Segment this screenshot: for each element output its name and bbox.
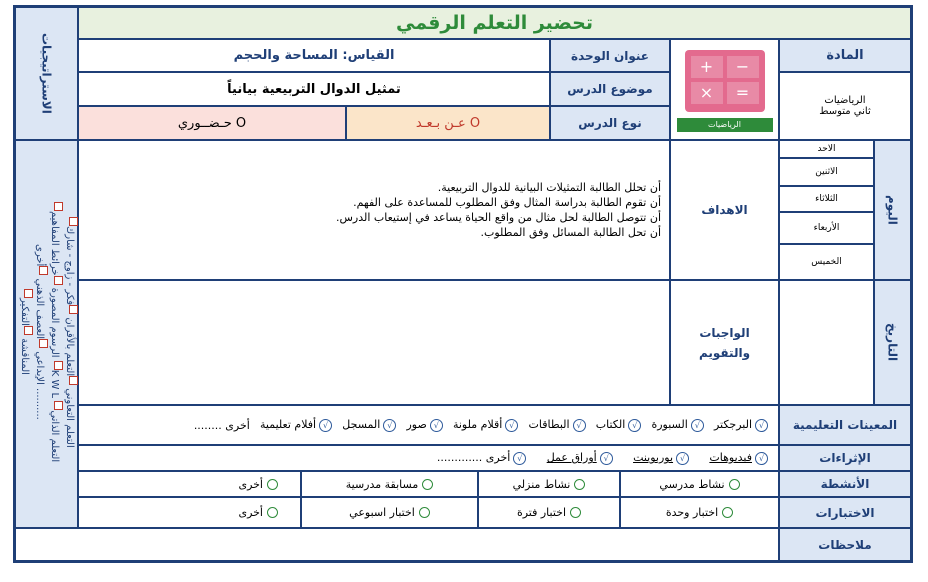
homework-label-line1: الواجبات bbox=[699, 325, 750, 340]
objective-item: أن تحل الطالبة المسائل وفق المطلوب. bbox=[480, 226, 661, 239]
objective-item: أن تقوم الطالبة بدراسة المثال وفق المطلوب للمساعدة على الفهم. bbox=[353, 196, 661, 209]
strategies-items bbox=[18, 147, 78, 517]
strategy-item: المناقشة bbox=[19, 338, 30, 375]
strategies-title: الاستراتيجيات bbox=[39, 33, 54, 114]
subject-value bbox=[779, 72, 911, 140]
activities-label: الأنشطة bbox=[779, 471, 911, 497]
checkbox-icon[interactable] bbox=[69, 217, 78, 226]
homework-content[interactable] bbox=[78, 280, 670, 405]
strategies-header bbox=[15, 7, 78, 140]
objectives-label: الاهداف bbox=[670, 140, 779, 280]
strategy-item: أخرى .......... bbox=[34, 244, 45, 420]
aid-option[interactable]: √السبورة bbox=[651, 418, 703, 432]
checkbox-icon[interactable] bbox=[39, 266, 48, 275]
strategy-item: التعلم التعاوني bbox=[64, 387, 75, 448]
activity-option[interactable]: نشاط منزلي bbox=[478, 471, 620, 497]
homework-label-line2: والتقويم bbox=[698, 345, 751, 360]
aid-option[interactable]: أخرى ........ bbox=[193, 418, 250, 432]
aid-option[interactable]: √أقلام ملونة bbox=[453, 418, 518, 432]
lesson-plan-sheet bbox=[13, 5, 913, 563]
strategies-list bbox=[15, 140, 78, 528]
activity-option[interactable]: نشاط مدرسي bbox=[620, 471, 779, 497]
day-label: اليوم bbox=[885, 195, 900, 225]
day-item[interactable]: الاثنين bbox=[779, 158, 874, 186]
enrichment-option[interactable]: √أخرى ............. bbox=[437, 451, 527, 465]
subject-name: الرياضيات bbox=[824, 95, 866, 106]
aid-option[interactable]: √الكتاب bbox=[596, 418, 642, 432]
aid-option[interactable]: √المسجل bbox=[342, 418, 396, 432]
test-option[interactable]: اختبار اسبوعي bbox=[301, 497, 478, 528]
test-option[interactable]: اختبار فترة bbox=[478, 497, 620, 528]
unit-value[interactable]: القياس: المساحة والحجم bbox=[78, 39, 550, 72]
enrichment-option[interactable]: √فيديوهات bbox=[709, 451, 768, 465]
aids-options bbox=[78, 405, 779, 445]
subject-icon-cell bbox=[670, 39, 779, 140]
date-label: التاريخ bbox=[885, 323, 900, 362]
subject-grade: ثاني متوسط bbox=[819, 106, 871, 117]
objectives-content[interactable] bbox=[78, 140, 670, 280]
aid-option[interactable]: √أفلام تعليمية bbox=[260, 418, 332, 432]
strategy-item: التعلم بالأقران bbox=[64, 316, 75, 376]
strategy-item: الإبداعي bbox=[34, 351, 45, 385]
checkbox-icon[interactable] bbox=[69, 305, 78, 314]
tests-label: الاختبارات bbox=[779, 497, 911, 528]
checkbox-icon[interactable] bbox=[54, 401, 63, 410]
day-item[interactable]: الأربعاء bbox=[779, 212, 874, 244]
lesson-value[interactable]: تمثيل الدوال التربيعية بيانياً bbox=[78, 72, 550, 106]
notes-label: ملاحظات bbox=[779, 528, 911, 561]
enrichments-label: الإثراءات bbox=[779, 445, 911, 471]
day-item[interactable]: الاحد bbox=[779, 140, 874, 158]
strategy-item: التفكير bbox=[19, 298, 30, 327]
objective-item: أن تحلل الطالبة التمثيلات البيانية للدوال التربيعية. bbox=[437, 181, 661, 194]
date-label-cell bbox=[874, 280, 911, 405]
aids-label: المعينات التعليمية bbox=[779, 405, 911, 445]
strategy-item: K W L bbox=[49, 369, 60, 399]
checkbox-icon[interactable] bbox=[54, 276, 63, 285]
aid-option[interactable]: √صور bbox=[406, 418, 442, 432]
checkbox-icon[interactable] bbox=[69, 376, 78, 385]
strategy-item: خرائط المفاهيم bbox=[49, 210, 60, 276]
homework-label bbox=[670, 280, 779, 405]
strategy-item: التعلم الذاتي bbox=[49, 410, 60, 463]
lesson-type-inperson[interactable]: حـضــوري O bbox=[78, 106, 346, 140]
strategy-item: العصف الذهني bbox=[34, 278, 45, 340]
math-icon-caption: الرياضيات bbox=[677, 118, 773, 132]
objectives-list bbox=[79, 180, 661, 240]
enrichment-option[interactable]: √بوربوينت bbox=[633, 451, 689, 465]
day-label-cell bbox=[874, 140, 911, 280]
day-item[interactable]: الثلاثاء bbox=[779, 186, 874, 212]
notes-field[interactable] bbox=[15, 528, 779, 561]
checkbox-icon[interactable] bbox=[39, 339, 48, 348]
title-bar bbox=[78, 7, 911, 39]
enrichments-options bbox=[78, 445, 779, 471]
math-icon: + − × = الرياضيات bbox=[677, 46, 773, 134]
checkbox-icon[interactable] bbox=[24, 326, 33, 335]
enrichment-option[interactable]: √أوراق عمل bbox=[547, 451, 613, 465]
lesson-type-label: نوع الدرس bbox=[550, 106, 670, 140]
lesson-type-remote[interactable]: عـن بـعـد O bbox=[346, 106, 550, 140]
checkbox-icon[interactable] bbox=[24, 289, 33, 298]
lesson-label: موضوع الدرس bbox=[550, 72, 670, 106]
unit-label: عنوان الوحدة bbox=[550, 39, 670, 72]
activity-option[interactable]: مسابقة مدرسية bbox=[301, 471, 478, 497]
page-title: تحضير التعلم الرقمي bbox=[395, 12, 593, 34]
activity-option[interactable]: أخرى bbox=[78, 471, 301, 497]
checkbox-icon[interactable] bbox=[54, 202, 63, 211]
test-option[interactable]: اختبار وحدة bbox=[620, 497, 779, 528]
strategy-item: الرسوم المصورة bbox=[49, 287, 60, 358]
date-value[interactable] bbox=[779, 280, 874, 405]
aid-option[interactable]: √البطاقات bbox=[529, 418, 586, 432]
day-item[interactable]: الخميس bbox=[779, 244, 874, 280]
subject-label: المادة bbox=[779, 39, 911, 72]
aid-option[interactable]: √البرجكتر bbox=[714, 418, 768, 432]
strategy-item: فكر - زاوج - شارك bbox=[64, 225, 75, 305]
checkbox-icon[interactable] bbox=[54, 361, 63, 370]
test-option[interactable]: أخرى bbox=[78, 497, 301, 528]
objective-item: أن تتوصل الطالبة لحل مثال من واقع الحياة يساعد في إستيعاب الدرس. bbox=[335, 211, 661, 224]
